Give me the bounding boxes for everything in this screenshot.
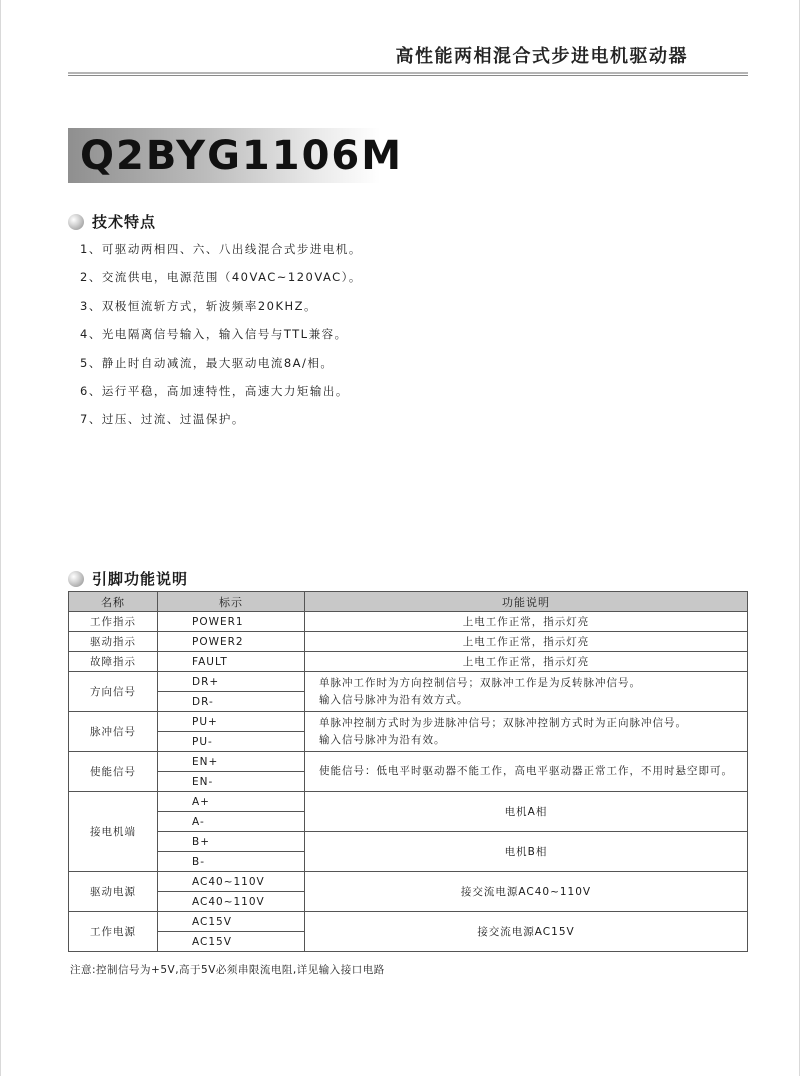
table-row — [69, 672, 748, 692]
pin-name: 接电机端 — [69, 792, 158, 872]
table-row — [69, 752, 748, 772]
pin-name: 使能信号 — [69, 752, 158, 792]
pin-desc-line: 输入信号脉冲为沿有效方式。 — [319, 693, 469, 706]
pin-desc: 电机B相 — [305, 832, 748, 872]
pin-mark: A+ — [158, 792, 305, 812]
pin-mark: EN- — [158, 772, 305, 792]
header-rule — [68, 72, 748, 76]
pin-mark: AC15V — [158, 912, 305, 932]
table-row — [69, 612, 748, 632]
features-title: 技术特点 — [92, 213, 157, 231]
pin-mark: PU- — [158, 732, 305, 752]
pin-mark: PU+ — [158, 712, 305, 732]
table-row — [69, 872, 748, 892]
pin-mark: AC40~110V — [158, 892, 305, 912]
pin-desc-line: 单脉冲控制方式时为步进脉冲信号；双脉冲控制方式时为正向脉冲信号。 — [319, 716, 687, 729]
pin-desc: 电机A相 — [305, 792, 748, 832]
table-row — [69, 652, 748, 672]
pin-mark: B+ — [158, 832, 305, 852]
table-row — [69, 832, 748, 852]
pin-desc-line: 单脉冲工作时为方向控制信号；双脉冲工作是为反转脉冲信号。 — [319, 676, 641, 689]
pin-desc-line: 输入信号脉冲为沿有效。 — [319, 733, 446, 746]
pin-name: 驱动电源 — [69, 872, 158, 912]
pin-mark: DR- — [158, 692, 305, 712]
header-name: 名称 — [69, 592, 158, 612]
pin-desc — [305, 672, 748, 712]
table-header-row — [69, 592, 748, 612]
pin-desc — [305, 712, 748, 752]
feature-item: 6、运行平稳，高加速特性，高速大力矩输出。 — [80, 383, 349, 398]
features-section-heading — [68, 211, 156, 232]
pin-desc: 使能信号：低电平时驱动器不能工作，高电平驱动器正常工作，不用时悬空即可。 — [305, 752, 748, 792]
pin-desc: 上电工作正常，指示灯亮 — [305, 612, 748, 632]
pin-name: 工作电源 — [69, 912, 158, 952]
pin-desc: 接交流电源AC40~110V — [305, 872, 748, 912]
pin-name: 驱动指示 — [69, 632, 158, 652]
feature-item: 4、光电隔离信号输入，输入信号与TTL兼容。 — [80, 327, 348, 342]
table-row — [69, 912, 748, 932]
pin-mark: AC15V — [158, 932, 305, 952]
circle-bullet-icon — [68, 571, 84, 587]
header-desc: 功能说明 — [305, 592, 748, 612]
pins-title: 引脚功能说明 — [92, 570, 189, 588]
pin-mark: A- — [158, 812, 305, 832]
table-row — [69, 792, 748, 812]
pin-name: 脉冲信号 — [69, 712, 158, 752]
header-mark: 标示 — [158, 592, 305, 612]
pin-mark: AC40~110V — [158, 872, 305, 892]
pin-mark: POWER1 — [158, 612, 305, 632]
pin-mark: FAULT — [158, 652, 305, 672]
feature-item: 7、过压、过流、过温保护。 — [80, 412, 245, 427]
feature-item: 1、可驱动两相四、六、八出线混合式步进电机。 — [80, 242, 362, 256]
pin-mark: B- — [158, 852, 305, 872]
pin-name: 方向信号 — [69, 672, 158, 712]
table-row — [69, 712, 748, 732]
feature-list — [80, 239, 362, 438]
pin-mark: DR+ — [158, 672, 305, 692]
feature-item: 2、交流供电，电源范围（40VAC~120VAC）。 — [80, 270, 362, 285]
model-title: Q2BYG1106M — [80, 133, 404, 179]
pin-desc: 上电工作正常，指示灯亮 — [305, 632, 748, 652]
pin-name: 故障指示 — [69, 652, 158, 672]
pin-mark: EN+ — [158, 752, 305, 772]
pin-desc: 接交流电源AC15V — [305, 912, 748, 952]
circle-bullet-icon — [68, 214, 84, 230]
feature-item: 5、静止时自动减流，最大驱动电流8A/相。 — [80, 355, 334, 370]
pin-mark: POWER2 — [158, 632, 305, 652]
pin-name: 工作指示 — [69, 612, 158, 632]
pin-desc: 上电工作正常，指示灯亮 — [305, 652, 748, 672]
pin-function-table — [68, 591, 748, 952]
pins-section-heading — [68, 568, 188, 589]
feature-item: 3、双极恒流斩方式，斩波频率20KHZ。 — [80, 298, 318, 313]
table-row — [69, 632, 748, 652]
footnote: 注意:控制信号为+5V,高于5V必须串限流电阻,详见输入接口电路 — [70, 964, 385, 976]
header-title: 高性能两相混合式步进电机驱动器 — [395, 46, 688, 67]
